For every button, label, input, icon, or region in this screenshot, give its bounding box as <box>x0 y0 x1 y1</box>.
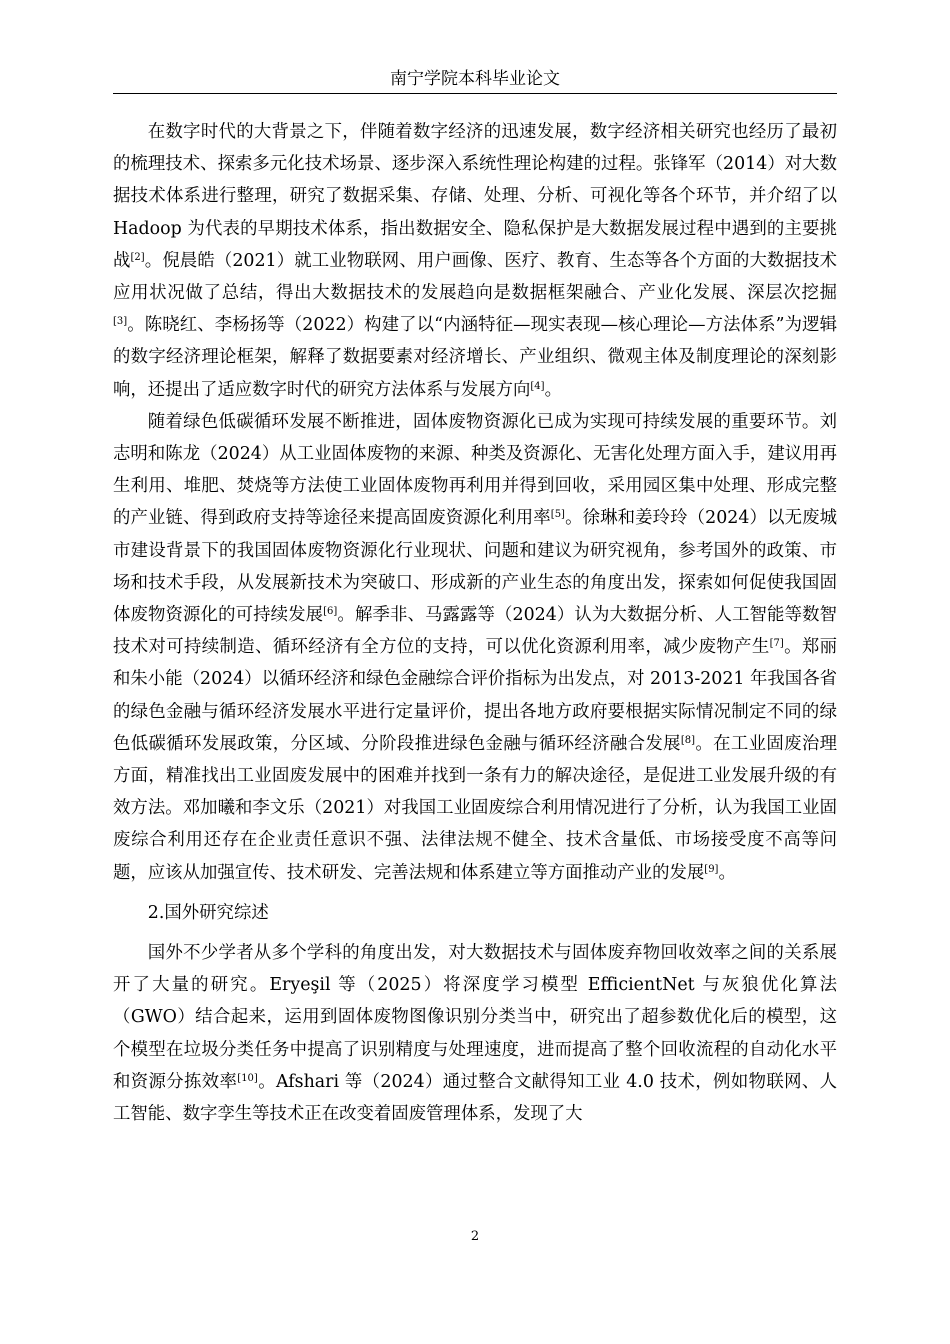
citation-ref-10: [10] <box>237 1072 258 1084</box>
paragraph-text: 。郑丽和朱小能（2024）以循环经济和绿色金融综合评价指标为出发点，对 2013-2021 年我国各省的绿色金融与循环经济发展水平进行定量评价，提出各地方政府要根据实际情况制定不同的绿色低碳循环发展政策，分区域、分阶段推进绿色金融与循环经济融合发展 <box>113 637 837 754</box>
paragraph-text: 。陈晓红、李杨扬等（2022）构建了以“内涵特征—现实表现—核心理论—方法体系”为逻辑的数字经济理论框架，解释了数据要素对经济增长、产业组织、微观主体及制度理论的深刻影响，还提出了适应数字时代的研究方法体系与发展方向 <box>113 315 837 400</box>
citation-ref-6: [6] <box>323 606 338 618</box>
running-header-title: 南宁学院本科毕业论文 <box>390 69 560 89</box>
paragraph-text: 随着绿色低碳循环发展不断推进，固体废物资源化已成为实现可持续发展的重要环节。刘志明和陈龙（2024）从工业固体废物的来源、种类及资源化、无害化处理方面入手，建议用再生利用、堆肥、焚烧等方法使工业固体废物再利用并得到回收，采用园区集中处理、形成完整的产业链、得到政府支持等途径来提高固废资源化利用率 <box>113 411 837 529</box>
paragraph-text: 。 <box>544 379 562 400</box>
citation-ref-7: [7] <box>769 638 784 650</box>
paragraph-foreign-research <box>113 937 837 1130</box>
citation-ref-4: [4] <box>530 380 545 392</box>
citation-ref-8: [8] <box>680 734 696 746</box>
citation-ref-9: [9] <box>704 863 719 875</box>
page-number: 2 <box>470 1229 480 1244</box>
citation-ref-3: [3] <box>113 316 128 328</box>
paragraph-text: 在数字时代的大背景之下，伴随着数字经济的迅速发展，数字经济相关研究也经历了最初的梳理技术、探索多元化技术场景、逐步深入系统性理论构建的过程。张锋军（2014）对大数据技术体系进行整理，研究了数据采集、存储、处理、分析、可视化等各个环节，并介绍了以 Hadoop 为代表的早期技术体系，指出数据安全、隐私保护是大数据发展过程中遇到的主要挑战 <box>113 122 837 271</box>
citation-ref-2: [2] <box>130 251 145 263</box>
paragraph-domestic-solid-waste <box>113 406 837 889</box>
body-text <box>113 116 837 1130</box>
paragraph-text: 。Afshari 等（2024）通过整合文献得知工业 4.0 技术，例如物联网、人工智能、数字孪生等技术正在改变着固废管理体系，发现了大 <box>113 1071 837 1125</box>
paragraph-text: 。解季非、马露露等（2024）认为大数据分析、人工智能等数智技术对可持续制造、循环经济有全方位的支持，可以优化资源利用率，减少废物产生 <box>113 605 837 658</box>
paragraph-text: 。 <box>718 862 736 883</box>
paragraph-domestic-digital-economy <box>113 116 837 406</box>
citation-ref-5: [5] <box>550 509 565 521</box>
paragraph-text: 。徐琳和姜玲玲（2024）以无废城市建设背景下的我国固体废物资源化行业现状、问题和建议为研究视角，参考国外的政策、市场和技术手段，从发展新技术为突破口、形成新的产业生态的角度出发，探索如何促使我国固体废物资源化的可持续发展 <box>113 508 837 626</box>
paragraph-text: 。倪晨皓（2021）就工业物联网、用户画像、医疗、教育、生态等各个方面的大数据技术应用状况做了总结，得出大数据技术的发展趋向是数据框架融合、产业化发展、深层次挖掘 <box>113 250 837 304</box>
section-heading: 2.国外研究综述 <box>147 902 269 923</box>
paragraph-text: 。在工业固废治理方面，精准找出工业固废发展中的困难并找到一条有力的解决途径，是促进工业发展升级的有效方法。邓加曦和李文乐（2021）对我国工业固废综合利用情况进行了分析，认为我国工业固废综合利用还存在企业责任意识不强、法律法规不健全、技术含量低、市场接受度不高等问题，应该从加强宣传、技术研发、完善法规和体系建立等方面推动产业的发展 <box>113 733 837 883</box>
paragraph-text: 国外不少学者从多个学科的角度出发，对大数据技术与固体废弃物回收效率之间的关系展开了大量的研究。Eryeşil 等（2025）将深度学习模型 EfficientNet 与灰狼优化算法（GWO）结合起来，运用到固体废物图像识别分类当中，研究出了超参数优化后的模型，这个模型在垃圾分类任务中提高了识别精度与处理速度，进而提高了整个回收流程的自动化水平和资源分拣效率 <box>113 943 837 1092</box>
header-divider <box>113 93 837 94</box>
